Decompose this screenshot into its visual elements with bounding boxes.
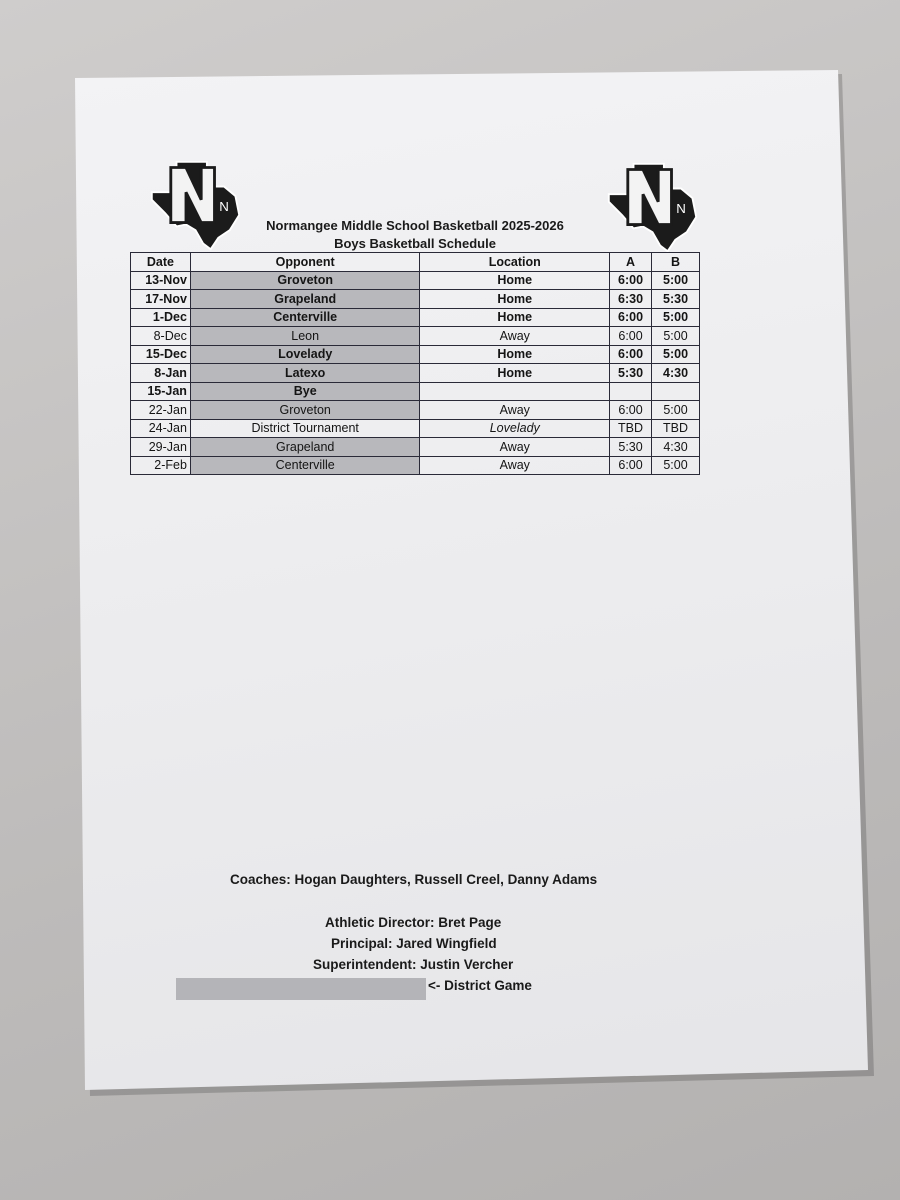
cell-b [652, 382, 700, 401]
cell-location [420, 382, 610, 401]
column-header-location: Location [420, 253, 610, 272]
cell-a: 6:30 [610, 290, 652, 309]
page-title: Normangee Middle School Basketball 2025-2026 [266, 218, 564, 233]
cell-date: 13-Nov [131, 271, 191, 290]
cell-b: 5:00 [652, 401, 700, 420]
cell-b: 5:00 [652, 345, 700, 364]
cell-location: Away [420, 438, 610, 457]
table-row [131, 327, 700, 346]
superintendent-line: Superintendent: Justin Vercher [313, 957, 514, 972]
cell-date: 22-Jan [131, 401, 191, 420]
page-subtitle: Boys Basketball Schedule [334, 236, 496, 251]
cell-location: Away [420, 401, 610, 420]
cell-location: Home [420, 308, 610, 327]
table-row [131, 290, 700, 309]
table-row [131, 382, 700, 401]
table-row [131, 271, 700, 290]
cell-b: TBD [652, 419, 700, 438]
schedule-table [130, 252, 700, 475]
cell-a: 5:30 [610, 364, 652, 383]
column-header-b: B [652, 253, 700, 272]
cell-date: 24-Jan [131, 419, 191, 438]
cell-opponent: Lovelady [190, 345, 420, 364]
table-row [131, 308, 700, 327]
cell-b: 5:30 [652, 290, 700, 309]
column-header-a: A [610, 253, 652, 272]
cell-a: 6:00 [610, 456, 652, 475]
cell-location: Away [420, 456, 610, 475]
cell-opponent: District Tournament [190, 419, 420, 438]
table-header-row [131, 253, 700, 272]
district-game-swatch [176, 978, 426, 1000]
cell-a: 6:00 [610, 401, 652, 420]
cell-b: 5:00 [652, 271, 700, 290]
cell-date: 2-Feb [131, 456, 191, 475]
district-game-legend: <- District Game [428, 978, 532, 993]
cell-a: 6:00 [610, 271, 652, 290]
cell-date: 29-Jan [131, 438, 191, 457]
cell-date: 8-Dec [131, 327, 191, 346]
cell-opponent: Grapeland [190, 438, 420, 457]
column-header-opponent: Opponent [190, 253, 420, 272]
table-row [131, 419, 700, 438]
cell-date: 15-Jan [131, 382, 191, 401]
cell-opponent: Grapeland [190, 290, 420, 309]
cell-opponent: Groveton [190, 271, 420, 290]
cell-b: 5:00 [652, 308, 700, 327]
table-row [131, 401, 700, 420]
cell-a: 6:00 [610, 327, 652, 346]
column-header-date: Date [131, 253, 191, 272]
cell-opponent: Centerville [190, 308, 420, 327]
cell-opponent: Latexo [190, 364, 420, 383]
athletic-director-line: Athletic Director: Bret Page [325, 915, 502, 930]
cell-opponent: Groveton [190, 401, 420, 420]
cell-date: 15-Dec [131, 345, 191, 364]
cell-b: 4:30 [652, 364, 700, 383]
table-row [131, 456, 700, 475]
cell-a: 6:00 [610, 308, 652, 327]
svg-text:N: N [676, 201, 686, 217]
cell-b: 5:00 [652, 456, 700, 475]
cell-a: 6:00 [610, 345, 652, 364]
cell-a [610, 382, 652, 401]
cell-date: 1-Dec [131, 308, 191, 327]
cell-date: 8-Jan [131, 364, 191, 383]
cell-location: Lovelady [420, 419, 610, 438]
cell-date: 17-Nov [131, 290, 191, 309]
principal-line: Principal: Jared Wingfield [331, 936, 497, 951]
cell-a: 5:30 [610, 438, 652, 457]
svg-text:N: N [219, 199, 229, 215]
cell-location: Home [420, 290, 610, 309]
cell-b: 4:30 [652, 438, 700, 457]
table-row [131, 364, 700, 383]
cell-location: Away [420, 327, 610, 346]
cell-location: Home [420, 364, 610, 383]
cell-a: TBD [610, 419, 652, 438]
cell-opponent: Centerville [190, 456, 420, 475]
table-row [131, 438, 700, 457]
cell-opponent: Bye [190, 382, 420, 401]
cell-location: Home [420, 271, 610, 290]
cell-location: Home [420, 345, 610, 364]
coaches-line: Coaches: Hogan Daughters, Russell Creel, Danny Adams [230, 872, 598, 887]
table-row [131, 345, 700, 364]
cell-opponent: Leon [190, 327, 420, 346]
cell-b: 5:00 [652, 327, 700, 346]
